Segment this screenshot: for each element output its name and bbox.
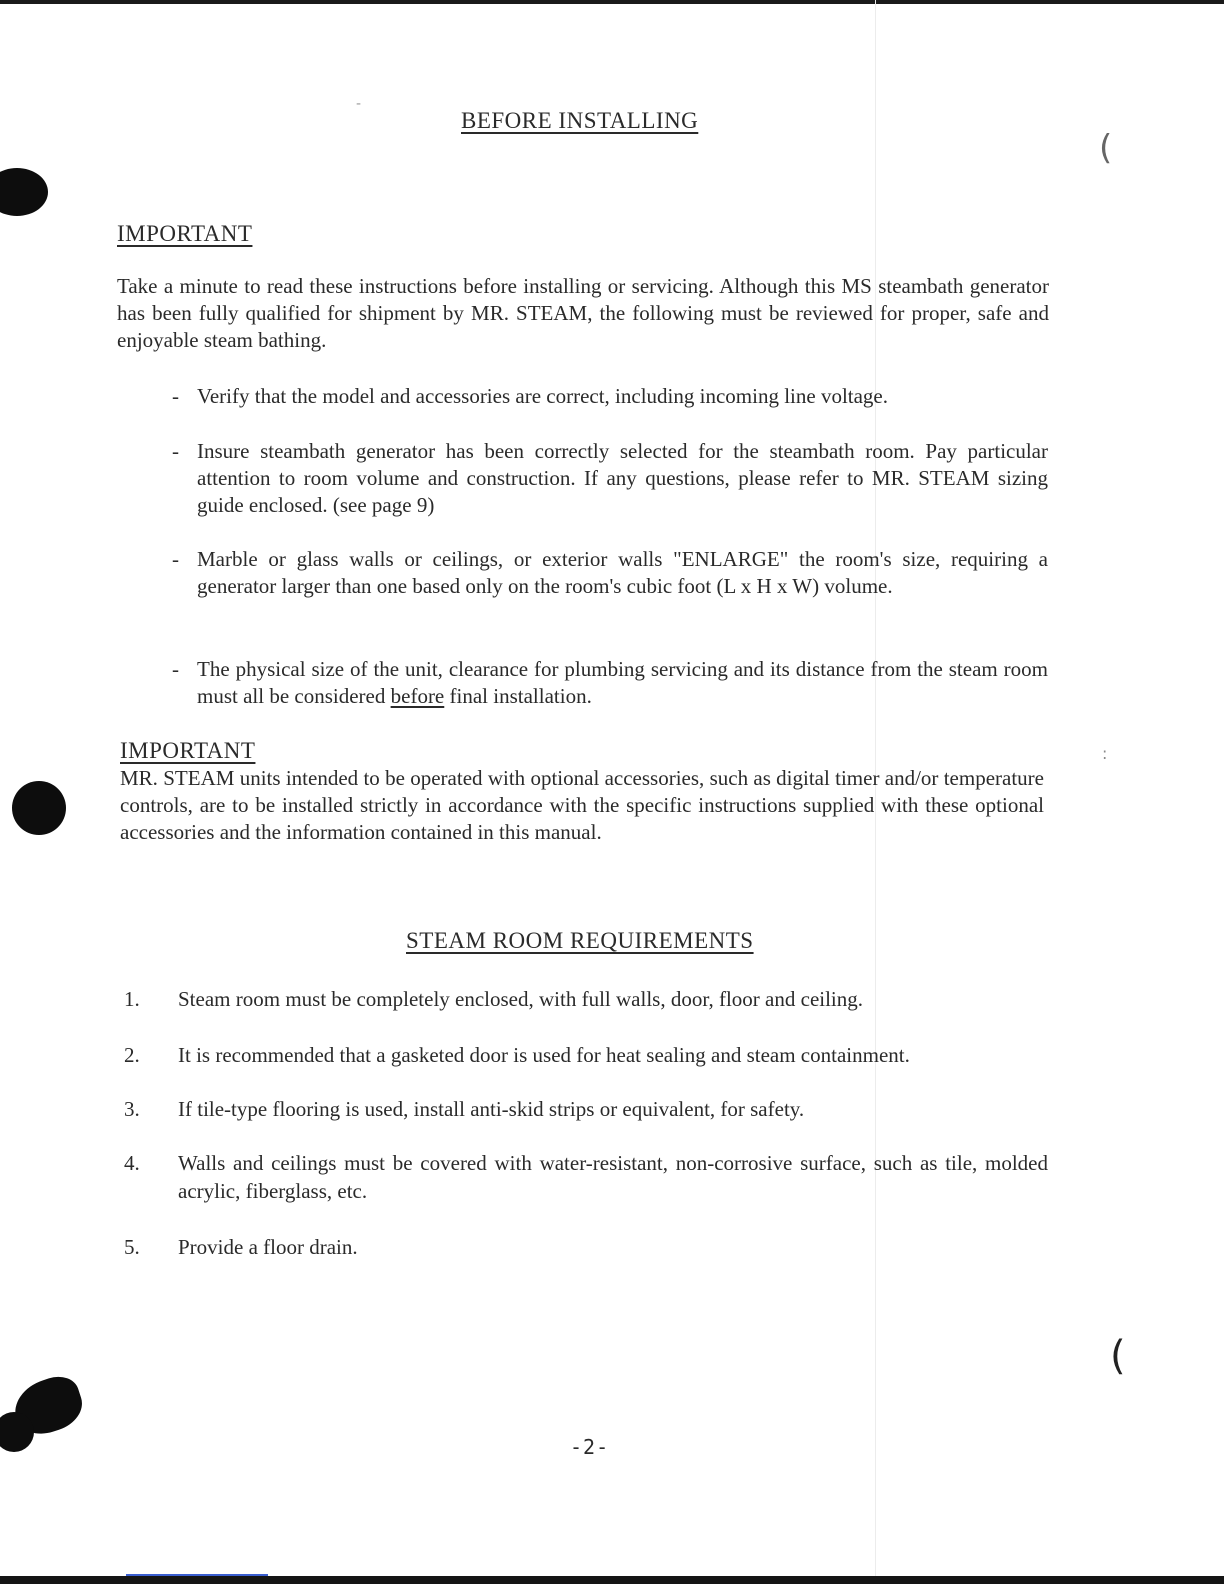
bullet-text [197, 656, 1048, 710]
requirement-text: It is recommended that a gasketed door is used for heat sealing and steam containment. [178, 1043, 910, 1067]
requirement-item-1 [124, 985, 1048, 1015]
punch-hole-top [0, 168, 48, 216]
scan-artifact-bottom-right: ( [1110, 1333, 1126, 1379]
underlined-before: before [390, 684, 445, 708]
bullet-dash: - [172, 657, 179, 681]
bullet-dash: - [172, 547, 179, 571]
bullet-dash: - [172, 384, 179, 408]
important-heading-1: IMPORTANT [117, 221, 253, 246]
intro-paragraph: Take a minute to read these instructions before installing or servicing. Although this MS steambath generator has been fully qualified for shipment by MR. STEAM, the following must be reviewed for proper, safe and enjoyable steam bathing. [117, 274, 1049, 352]
bullet-dash: - [172, 439, 179, 463]
requirement-text: Provide a floor drain. [178, 1235, 358, 1259]
requirement-text: Walls and ceilings must be covered with water-resistant, non-corrosive surface, such as tile, molded acrylic, fiberglass, etc. [178, 1151, 1048, 1203]
requirement-item-3 [124, 1095, 1048, 1125]
requirement-item-4 [124, 1149, 1048, 1209]
important-heading-2: IMPORTANT [120, 738, 256, 763]
punch-hole-middle [12, 781, 66, 835]
requirement-number: 4. [124, 1151, 140, 1175]
scan-bottom-edge [0, 1576, 1224, 1584]
scan-top-edge [0, 0, 1224, 4]
scan-artifact-top-right: ( [1099, 128, 1113, 168]
bullet-text: Verify that the model and accessories are correct, including incoming line voltage. [197, 384, 889, 408]
requirement-item-5 [124, 1233, 1048, 1263]
bullet-item-4 [172, 656, 1048, 716]
scan-artifact-middle-right: : [1102, 744, 1108, 763]
page-number: -2- [570, 1435, 610, 1459]
bullet-item-1 [172, 383, 1048, 413]
requirement-number: 1. [124, 987, 140, 1011]
requirement-item-2 [124, 1041, 1048, 1071]
requirement-text: If tile-type flooring is used, install anti-skid strips or equivalent, for safety. [178, 1097, 805, 1121]
punch-hole-bottom-tail [0, 1412, 34, 1452]
requirement-number: 2. [124, 1043, 140, 1067]
bullet-text-start: The physical size of the unit, clearance for plumbing servicing and its distance from the steam room must all be considered [197, 657, 1048, 708]
requirements-heading: STEAM ROOM REQUIREMENTS [406, 928, 754, 953]
scan-artifact-top-speck: - [356, 96, 362, 112]
requirement-number: 3. [124, 1097, 140, 1121]
bullet-item-2 [172, 438, 1048, 528]
bullet-text: Insure steambath generator has been correctly selected for the steambath room. Pay particular attention to room volume and construction. If any questions, please refer to MR. STEAM sizing guide enclosed. (see page 9) [197, 439, 1048, 517]
requirement-number: 5. [124, 1235, 140, 1259]
bullet-text-end: final installation. [444, 684, 592, 708]
bullet-text: Marble or glass walls or ceilings, or exterior walls "ENLARGE" the room's size, requiring a generator larger than one based only on the room's cubic foot (L x H x W) volume. [197, 547, 1048, 598]
requirement-text: Steam room must be completely enclosed, with full walls, door, floor and ceiling. [178, 987, 864, 1011]
bullet-item-3 [172, 546, 1048, 636]
page-title: BEFORE INSTALLING [461, 108, 699, 133]
important-paragraph: MR. STEAM units intended to be operated with optional accessories, such as digital timer and/or temperature controls, are to be installed strictly in accordance with the specific instructions supplied with these optional accessories and the information contained in this manual. [120, 766, 1044, 844]
